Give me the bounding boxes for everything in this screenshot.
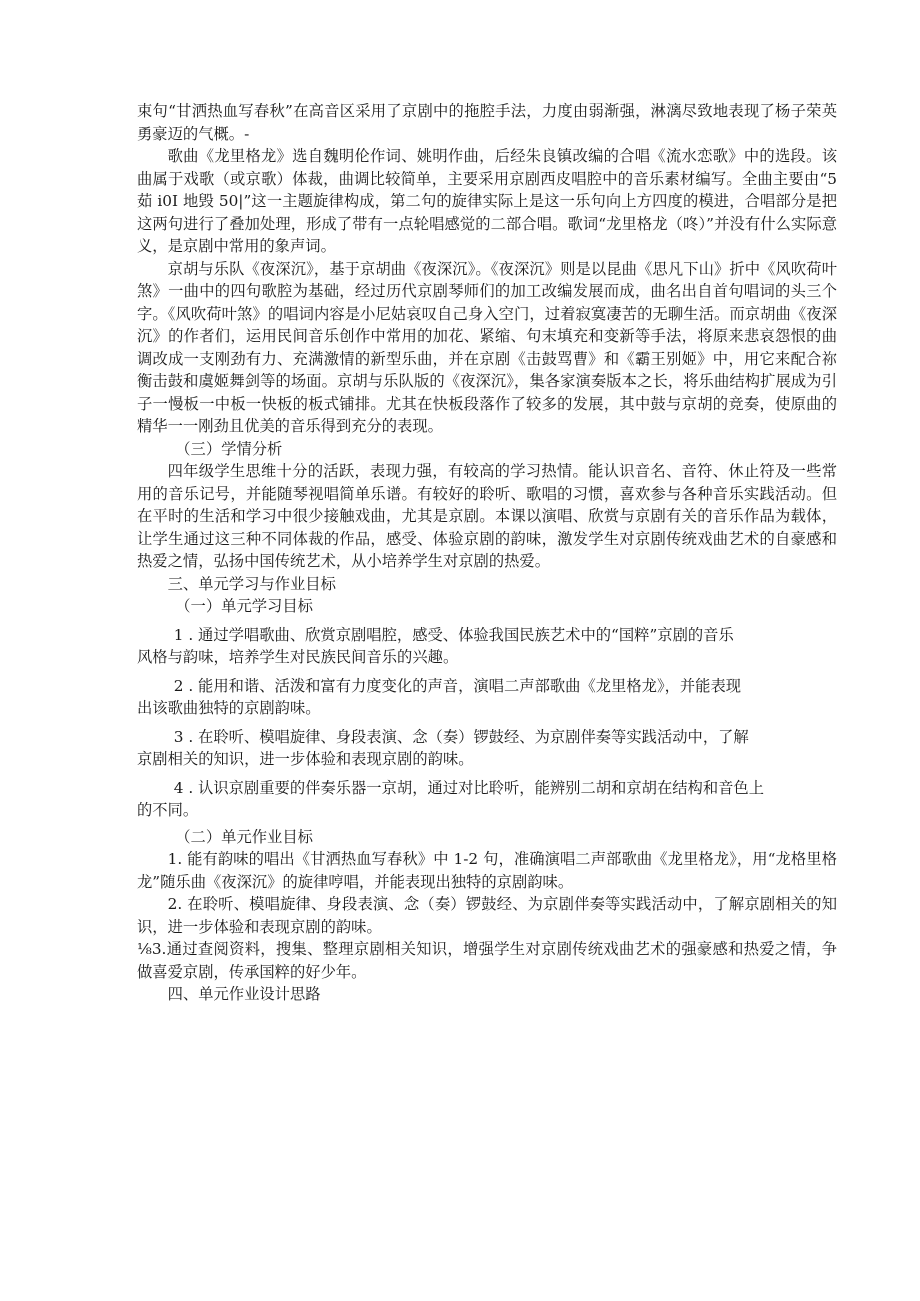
homework-goal-one: 1. 能有韵味的唱出《甘洒热血写春秋》中 1-2 句，准确演唱二声部歌曲《龙里格龙》，用“龙格里格龙”随乐曲《夜深沉》的旋律哼唱，并能表现出独特的京剧韵味。 xyxy=(137,850,837,891)
learning-goal-line: 2 . 能用和谐、活泼和富有力度变化的声音，演唱二声部歌曲《龙里格龙》，并能表现 xyxy=(173,676,742,695)
paragraph-yeshenchen: 京胡与乐队《夜深沉》，基于京胡曲《夜深沉》。《夜深沉》则是以昆曲《思凡下山》折中《风吹荷叶煞》一曲中的四句歌腔为基础，经过历代京剧琴师们的加工改编发展而成，曲名出自首句唱词的头三个字。《风吹荷叶煞》的唱词内容是小尼姑哀叹自己身入空门，过着寂寞凄苦的无聊生活。而京胡曲《夜深沉》的作者们，运用民间音乐创作中常用的加花、紧缩、句末填充和变新等手法，将原来悲哀怨恨的曲调改成一支刚劲有力、充满激情的新型乐曲，并在京剧《击鼓骂曹》和《霸王别姬》中，用它来配合祢衡击鼓和虞姬舞剑等的场面。京胡与乐队版的《夜深沉》，集各家演奏版本之长，将乐曲结构扩展成为引子一慢板一中板一快板的板式铺排。尤其在快板段落作了较多的发展，其中鼓与京胡的竞奏，使原曲的精华一一刚劲且优美的音乐得到充分的表现。 xyxy=(137,259,837,435)
learning-goal-item xyxy=(137,726,837,771)
learning-goal-item xyxy=(137,624,837,669)
learning-goal-line: 3 . 在聆听、模唱旋律、身段表演、念（奏）锣鼓经、为京剧伴奏等实践活动中，了解 xyxy=(173,727,749,746)
homework-goal-three: ⅛3.通过查阅资料，搜集、整理京剧相关知识，增强学生对京剧传统戏曲艺术的强豪感和热爱之情，争做喜爱京剧，传承国粹的好少年。 xyxy=(137,940,837,981)
learning-goal-line: 4 . 认识京剧重要的伴奏乐器一京胡，通过对比聆听，能辨别二胡和京胡在结构和音色上 xyxy=(173,778,765,797)
learning-goal-line: 京剧相关的知识，进一步体验和表现京剧的韵味。 xyxy=(137,750,474,768)
learning-goal-line: 1 . 通过学唱歌曲、欣赏京剧唱腔，感受、体验我国民族艺术中的“国粹”京剧的音乐 xyxy=(173,625,734,644)
heading-learning-goals: （一）单元学习目标 xyxy=(175,597,313,615)
heading-homework-goals: （二）单元作业目标 xyxy=(175,827,313,846)
paragraph-student-analysis: 四年级学生思维十分的活跃，表现力强，有较高的学习热情。能认识音名、音符、休止符及一些常用的音乐记号，并能随琴视唱简单乐谱。有较好的聆听、歌唱的习惯，喜欢参与各种音乐实践活动。但在平时的生活和学习中很少接触戏曲，尤其是京剧。本课以演唱、欣赏与京剧有关的音乐作品为载体，让学生通过这三种不同体裁的作品，感受、体验京剧的韵味，激发学生对京剧传统戏曲艺术的自豪感和热爱之情，弘扬中国传统艺术，从小培养学生对京剧的热爱。 xyxy=(137,462,837,570)
learning-goal-item xyxy=(137,777,837,822)
learning-goal-item xyxy=(137,675,837,720)
document-body xyxy=(137,100,837,1006)
homework-goal-two: 2. 在聆听、模唱旋律、身段表演、念（奏）锣鼓经、为京剧伴奏等实践活动中，了解京剧相关的知识，进一步体验和表现京剧的韵味。 xyxy=(137,895,837,936)
paragraph-ending-analysis: 束句“甘洒热血写春秋”在高音区采用了京剧中的拖腔手法，力度由弱渐强，淋漓尽致地表现了杨子荣英勇豪迈的气概。- xyxy=(137,102,837,143)
paragraph-longligelong: 歌曲《龙里格龙》选自魏明伦作词、姚明作曲，后经朱良镇改编的合唱《流水恋歌》中的选段。该曲属于戏歌（或京歌）体裁，曲调比较简单，主要采用京剧西皮唱腔中的音乐素材编写。全曲主要由“5 茹 i0I 地毁 50|”这一主题旋律构成，第二句的旋律实际上是这一乐句向上方四度的模进，合唱部分是把这两句进行了叠加处理，形成了带有一点轮唱感觉的二部合唱。歌词“龙里格龙（咚）”并没有什么实际意义，是京剧中常用的象声词。 xyxy=(137,147,837,255)
heading-section-three: 三、单元学习与作业目标 xyxy=(167,574,336,593)
learning-goal-line: 风格与韵味，培养学生对民族民间音乐的兴趣。 xyxy=(137,648,459,666)
learning-goal-line: 的不同。 xyxy=(137,801,199,819)
heading-section-four: 四、单元作业设计思路 xyxy=(167,985,321,1003)
heading-xueqing-analysis: （三）学情分析 xyxy=(175,439,283,458)
learning-goal-line: 出该歌曲独特的京剧韵味。 xyxy=(137,699,321,717)
